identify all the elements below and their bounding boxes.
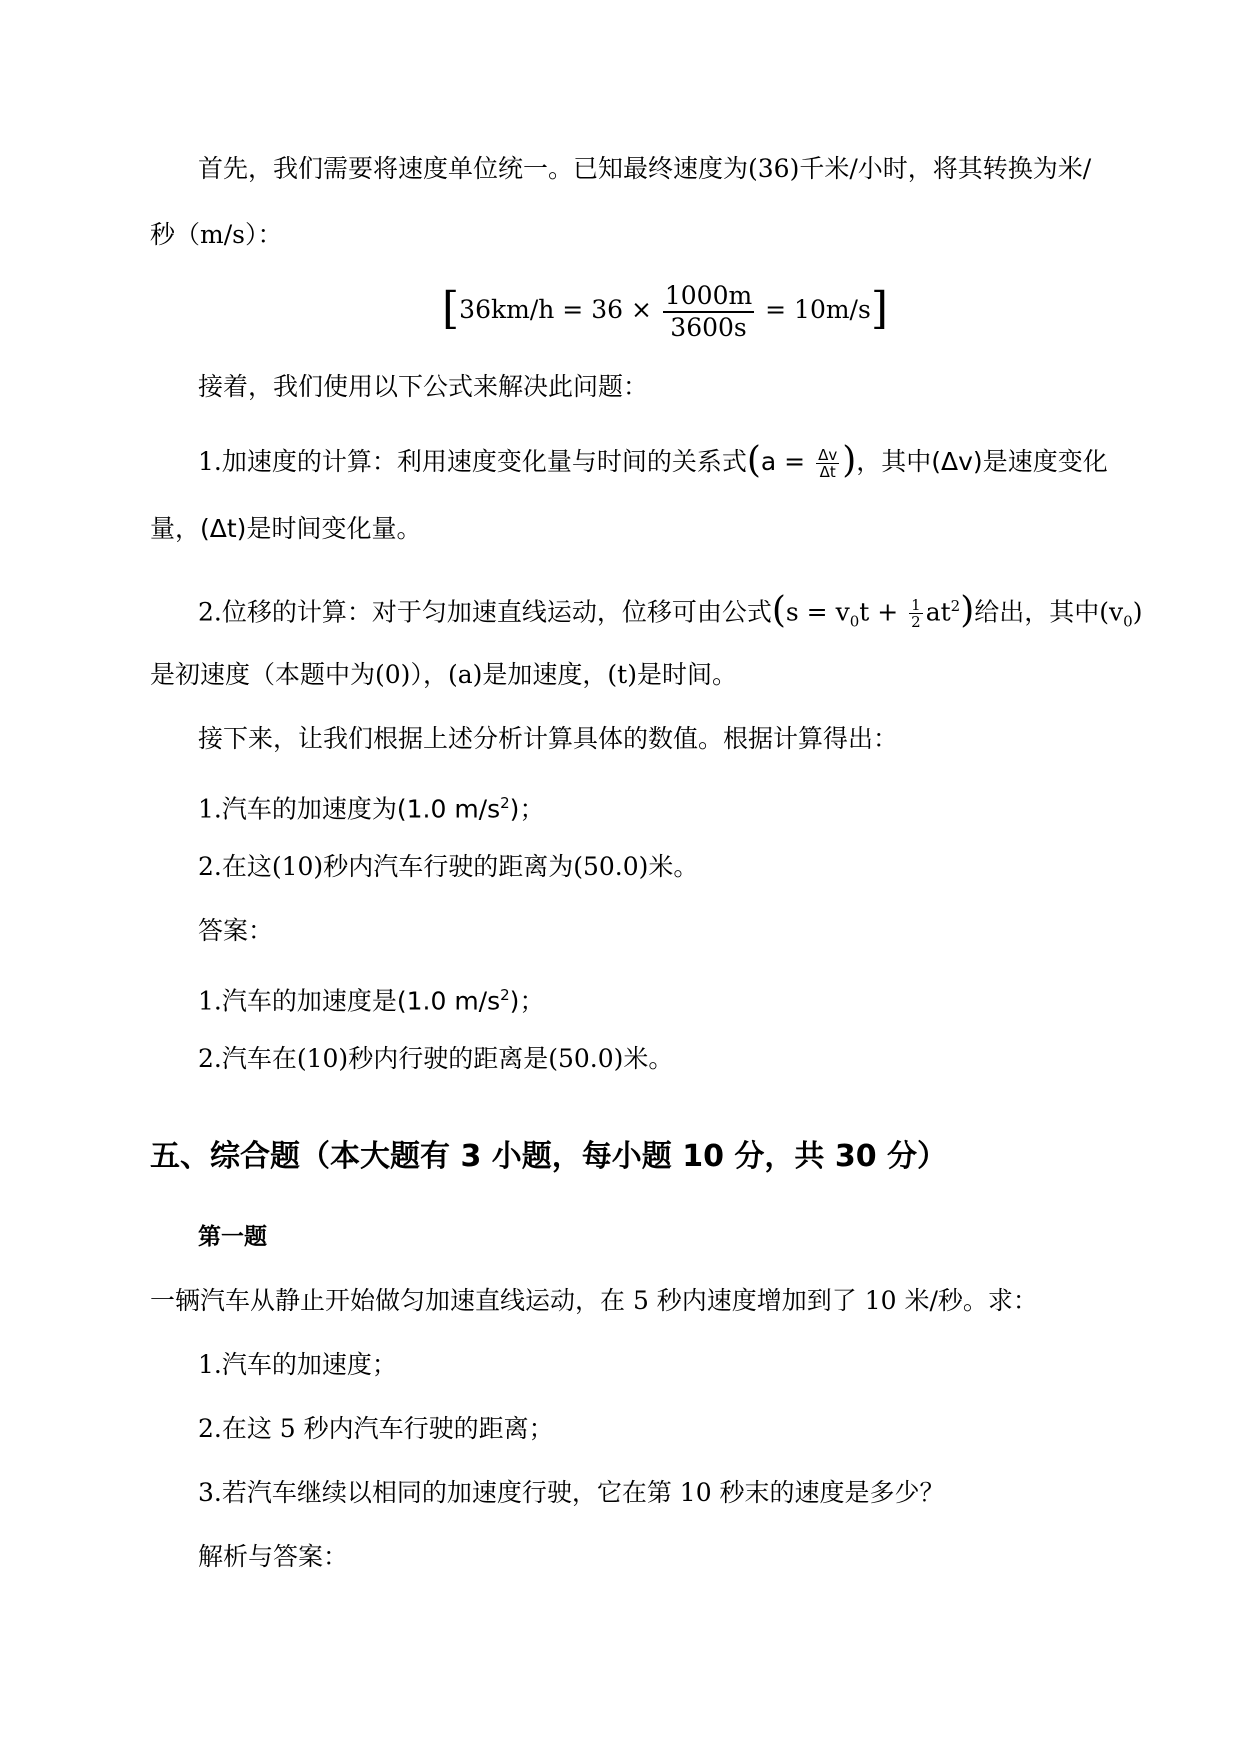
fraction-denominator: 2 (911, 613, 921, 632)
text: 首先，我们需要将速度单位统一。已知最终速度为 (198, 154, 749, 183)
text: 米。 (648, 852, 699, 881)
paragraph-unit-conversion-cont (150, 218, 282, 252)
text: 是速度变化 (982, 447, 1108, 476)
fraction-numerator: 1000m (663, 281, 754, 313)
subscript: 0 (849, 612, 860, 631)
paragraph-acceleration-formula-cont (150, 512, 421, 546)
text: 是初速度（本题中为 (150, 660, 376, 689)
math-value: (t) (607, 660, 637, 689)
paragraph-acceleration-result (198, 786, 544, 826)
answer-label (198, 914, 273, 948)
right-paren: ) (842, 439, 857, 481)
question-item: 3.若汽车继续以相同的加速度行驶，它在第 10 秒末的速度是多少？ (198, 1478, 945, 1507)
section-heading: 五、综合题（本大题有 3 小题，每小题 10 分，共 30 分） (150, 1139, 948, 1174)
answer-section-label: 解析与答案： (198, 1542, 349, 1571)
fraction (909, 597, 923, 630)
text: ）， (410, 660, 448, 689)
math-text: = 10m/s (757, 295, 871, 324)
math-value: (36) (748, 154, 800, 183)
paragraph-intro-formulas (198, 370, 648, 404)
text: 秒内汽车行驶的距离为 (323, 852, 574, 881)
text: 接下来，让我们根据上述分析计算具体的数值。根据计算得出： (198, 724, 899, 753)
text: 量， (150, 514, 201, 543)
text: ，其中 (856, 447, 932, 476)
text: 答案： (198, 916, 274, 945)
right-paren: ) (960, 589, 975, 631)
math-value: ) (509, 794, 520, 824)
text: 给出，其中 (974, 597, 1100, 627)
text: 秒（m/s）： (150, 220, 283, 249)
math-value: (Δv) (931, 447, 983, 476)
math-value: (Δt) (200, 514, 247, 543)
math-text: at (925, 597, 951, 627)
math-value: (10) (296, 1044, 349, 1073)
answer-distance (198, 1042, 673, 1076)
fraction (816, 447, 839, 480)
paragraph-unit-conversion (198, 152, 1091, 186)
left-paren: ( (746, 439, 761, 481)
question-item: 2.在这 5 秒内汽车行驶的距离； (198, 1414, 554, 1443)
text: 1.汽车的加速度为 (198, 794, 397, 824)
equation-unit-conversion (442, 278, 888, 344)
math-value: (50.0) (548, 1044, 624, 1073)
fraction-numerator: 1 (911, 596, 921, 615)
math-text: a = (760, 447, 814, 476)
text: 2.汽车在 (198, 1044, 297, 1073)
math-text: t + (859, 597, 907, 627)
math-value: (10) (271, 852, 324, 881)
superscript: 2 (500, 986, 510, 1004)
paragraph-calculation-intro (198, 722, 898, 756)
text: 2.位移的计算：对于匀加速直线运动，位移可由公式 (198, 597, 772, 627)
text: 2.在这 (198, 852, 272, 881)
math-text: 36km/h = 36 × (459, 295, 660, 324)
superscript: 2 (500, 794, 510, 812)
text: ； (519, 986, 545, 1016)
math-value: (50.0) (573, 852, 649, 881)
fraction-numerator: Δv (818, 446, 838, 464)
text: 接着，我们使用以下公式来解决此问题： (198, 372, 649, 401)
text: 千米/小时，将其转换为米/ (799, 154, 1092, 183)
math-value: ) (509, 986, 520, 1016)
text: 是时间变化量。 (246, 514, 422, 543)
math-value: (v (1099, 597, 1124, 627)
text: 是时间。 (636, 660, 737, 689)
left-bracket: [ (442, 282, 460, 334)
fraction-denominator: 3600s (670, 312, 747, 342)
paragraph-displacement-formula (198, 584, 1142, 643)
math-value: (1.0 m/s (396, 986, 501, 1016)
question-stem: 一辆汽车从静止开始做匀加速直线运动，在 5 秒内速度增加到了 10 米/秒。求： (150, 1286, 1038, 1315)
text: 秒内行驶的距离是 (348, 1044, 549, 1073)
text: 米。 (623, 1044, 674, 1073)
text: 1.加速度的计算：利用速度变化量与时间的关系式 (198, 447, 747, 476)
text: 1.汽车的加速度是 (198, 986, 397, 1016)
paragraph-acceleration-formula (198, 440, 1108, 486)
fraction-denominator: Δt (819, 463, 836, 481)
question-title: 第一题 (198, 1224, 267, 1250)
text: ； (519, 794, 545, 824)
fraction (663, 281, 754, 343)
math-value: (0) (375, 660, 411, 689)
math-value: (1.0 m/s (396, 794, 501, 824)
paragraph-distance-result (198, 850, 698, 884)
left-paren: ( (771, 589, 786, 631)
right-bracket: ] (870, 282, 888, 334)
text: 是加速度， (482, 660, 608, 689)
math-text: s = v (785, 597, 850, 627)
paragraph-displacement-formula-cont (150, 658, 737, 692)
math-value: ) (1132, 597, 1143, 627)
subscript: 0 (1123, 612, 1133, 631)
superscript: 2 (950, 597, 961, 615)
math-value: (a) (447, 660, 483, 689)
answer-acceleration (198, 978, 544, 1018)
question-item: 1.汽车的加速度； (198, 1350, 397, 1379)
